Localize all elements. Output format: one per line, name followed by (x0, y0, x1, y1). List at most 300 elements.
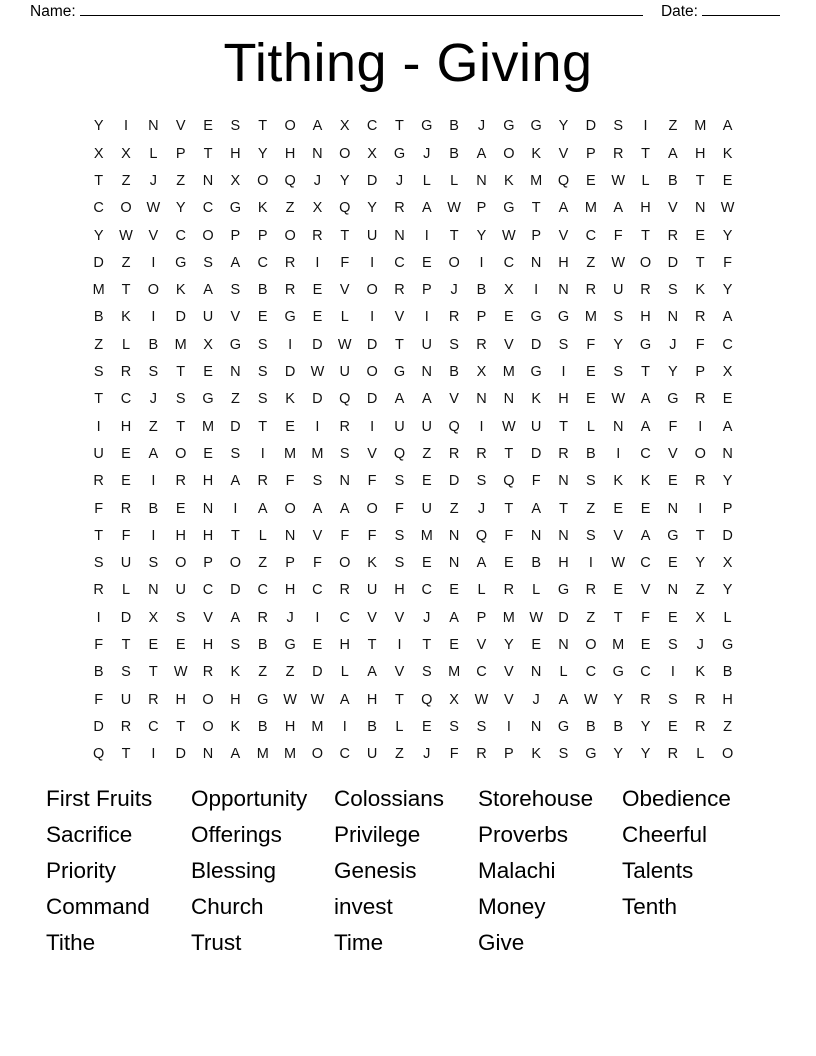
grid-cell[interactable]: L (450, 172, 459, 189)
grid-cell[interactable]: V (503, 336, 514, 353)
date-input-line[interactable] (702, 2, 780, 16)
grid-cell[interactable]: C (202, 582, 214, 599)
grid-cell[interactable]: C (93, 200, 104, 217)
grid-cell[interactable]: X (93, 145, 104, 162)
grid-cell[interactable]: S (668, 282, 678, 299)
grid-cell[interactable]: C (394, 254, 405, 271)
grid-cell[interactable]: E (668, 609, 678, 626)
grid-cell[interactable]: O (120, 200, 132, 217)
grid-cell[interactable]: E (503, 555, 514, 572)
word-search-grid[interactable] (85, 113, 733, 768)
grid-cell[interactable]: X (121, 145, 131, 162)
grid-cell[interactable]: N (667, 500, 679, 517)
grid-cell[interactable]: B (668, 172, 678, 189)
grid-cell[interactable]: Q (339, 200, 351, 217)
grid-cell[interactable]: E (668, 718, 678, 735)
grid-cell[interactable]: J (423, 145, 431, 162)
grid-cell[interactable]: R (175, 473, 186, 490)
grid-cell[interactable]: U (120, 691, 132, 708)
grid-cell[interactable]: T (176, 364, 186, 381)
grid-cell[interactable]: R (394, 282, 405, 299)
grid-cell[interactable]: C (503, 254, 515, 271)
grid-cell[interactable]: V (312, 527, 323, 544)
grid-cell[interactable]: P (531, 227, 541, 244)
grid-cell[interactable]: D (366, 172, 378, 189)
grid-cell[interactable]: S (613, 364, 624, 381)
grid-cell[interactable]: B (449, 145, 459, 162)
grid-cell[interactable]: S (230, 282, 241, 299)
grid-cell[interactable]: U (530, 418, 542, 435)
grid-cell[interactable]: R (585, 282, 597, 299)
grid-cell[interactable]: J (450, 282, 458, 299)
word-list-item[interactable]: invest (334, 894, 393, 919)
grid-cell[interactable]: T (121, 637, 131, 654)
grid-cell[interactable]: I (370, 418, 375, 435)
grid-cell[interactable]: T (367, 637, 377, 654)
grid-cell[interactable]: D (558, 609, 569, 626)
grid-cell[interactable]: T (94, 172, 104, 189)
grid-cell[interactable]: I (370, 254, 375, 271)
grid-cell[interactable]: I (588, 555, 593, 572)
grid-cell[interactable]: F (94, 500, 104, 517)
word-list-item[interactable]: Blessing (191, 858, 277, 883)
grid-cell[interactable]: E (121, 473, 131, 490)
grid-cell[interactable]: S (148, 555, 159, 572)
grid-cell[interactable]: H (284, 145, 296, 162)
grid-cell[interactable]: C (366, 118, 378, 135)
grid-cell[interactable]: E (175, 637, 186, 654)
grid-cell[interactable]: C (640, 664, 651, 681)
grid-cell[interactable]: W (611, 391, 626, 408)
grid-cell[interactable]: X (367, 145, 377, 162)
grid-cell[interactable]: Z (449, 500, 459, 517)
grid-cell[interactable]: F (367, 473, 377, 490)
grid-cell[interactable]: H (230, 145, 241, 162)
grid-cell[interactable]: K (640, 473, 651, 490)
grid-cell[interactable]: O (311, 746, 324, 763)
grid-cell[interactable]: O (448, 254, 460, 271)
grid-cell[interactable]: N (476, 172, 487, 189)
grid-cell[interactable]: R (312, 227, 323, 244)
grid-cell[interactable]: O (721, 746, 734, 763)
grid-cell[interactable]: V (613, 527, 624, 544)
grid-cell[interactable]: E (668, 555, 678, 572)
grid-cell[interactable]: E (175, 500, 186, 517)
word-list-item[interactable]: Priority (46, 858, 117, 883)
grid-cell[interactable]: W (146, 200, 161, 217)
grid-cell[interactable]: Y (613, 691, 624, 708)
grid-cell[interactable]: A (449, 609, 459, 626)
grid-cell[interactable]: H (339, 637, 350, 654)
grid-cell[interactable]: R (339, 582, 350, 599)
grid-cell[interactable]: A (722, 118, 733, 135)
grid-cell[interactable]: C (312, 582, 323, 599)
grid-cell[interactable]: J (423, 609, 431, 626)
grid-cell[interactable]: F (121, 527, 131, 544)
grid-cell[interactable]: Y (613, 336, 624, 353)
grid-cell[interactable]: Y (93, 227, 104, 244)
grid-cell[interactable]: Y (503, 637, 514, 654)
grid-cell[interactable]: X (449, 691, 459, 708)
grid-cell[interactable]: T (641, 364, 650, 381)
grid-cell[interactable]: G (503, 118, 515, 135)
grid-cell[interactable]: R (120, 718, 132, 735)
grid-cell[interactable]: Z (176, 172, 186, 189)
grid-cell[interactable]: I (124, 118, 129, 135)
grid-cell[interactable]: V (394, 609, 405, 626)
grid-cell[interactable]: D (722, 527, 733, 544)
grid-cell[interactable]: I (151, 254, 156, 271)
grid-cell[interactable]: N (558, 637, 569, 654)
grid-cell[interactable]: N (694, 200, 706, 217)
grid-cell[interactable]: C (339, 609, 350, 626)
grid-cell[interactable]: S (668, 691, 678, 708)
grid-cell[interactable]: D (230, 582, 241, 599)
grid-cell[interactable]: T (230, 527, 240, 544)
grid-cell[interactable]: O (366, 282, 378, 299)
grid-cell[interactable]: Q (475, 527, 488, 544)
grid-cell[interactable]: S (586, 473, 596, 490)
grid-cell[interactable]: O (366, 500, 378, 517)
grid-cell[interactable]: H (640, 309, 651, 326)
grid-cell[interactable]: U (612, 282, 624, 299)
grid-cell[interactable]: V (668, 445, 678, 462)
grid-cell[interactable]: N (558, 282, 569, 299)
grid-cell[interactable]: L (477, 582, 486, 599)
grid-cell[interactable]: I (288, 336, 293, 353)
grid-cell[interactable]: I (561, 364, 566, 381)
word-list-item[interactable]: Trust (191, 930, 242, 955)
grid-cell[interactable]: D (175, 746, 186, 763)
grid-cell[interactable]: D (175, 309, 186, 326)
grid-cell[interactable]: V (640, 582, 651, 599)
grid-cell[interactable]: O (147, 282, 159, 299)
grid-cell[interactable]: F (586, 336, 596, 353)
grid-cell[interactable]: A (476, 555, 487, 572)
grid-cell[interactable]: Z (285, 664, 295, 681)
grid-cell[interactable]: C (175, 227, 186, 244)
grid-cell[interactable]: W (720, 200, 735, 217)
grid-cell[interactable]: D (667, 254, 679, 271)
grid-cell[interactable]: V (394, 664, 405, 681)
word-list-item[interactable]: Colossians (334, 786, 445, 811)
grid-cell[interactable]: A (421, 391, 432, 408)
grid-cell[interactable]: O (257, 172, 269, 189)
grid-cell[interactable]: I (698, 500, 703, 517)
grid-cell[interactable]: J (313, 172, 322, 189)
grid-cell[interactable]: D (93, 718, 104, 735)
grid-cell[interactable]: Z (230, 391, 240, 408)
word-list-item[interactable]: Sacrifice (46, 822, 133, 847)
grid-cell[interactable]: I (151, 527, 156, 544)
grid-cell[interactable]: M (174, 336, 187, 353)
grid-cell[interactable]: Y (558, 118, 569, 135)
grid-cell[interactable]: V (503, 664, 514, 681)
grid-cell[interactable]: K (613, 473, 624, 490)
grid-cell[interactable]: M (448, 664, 461, 681)
grid-cell[interactable]: Z (422, 445, 432, 462)
grid-cell[interactable]: U (175, 582, 186, 599)
grid-cell[interactable]: G (229, 336, 242, 353)
grid-cell[interactable]: N (558, 527, 569, 544)
grid-cell[interactable]: N (339, 473, 350, 490)
grid-cell[interactable]: B (93, 309, 104, 326)
grid-cell[interactable]: P (203, 555, 213, 572)
grid-cell[interactable]: Z (121, 172, 131, 189)
grid-cell[interactable]: U (421, 336, 433, 353)
grid-cell[interactable]: O (284, 500, 296, 517)
grid-cell[interactable]: W (529, 609, 544, 626)
grid-cell[interactable]: R (585, 582, 597, 599)
grid-cell[interactable]: Z (395, 746, 404, 763)
grid-cell[interactable]: V (668, 200, 678, 217)
grid-cell[interactable]: P (230, 227, 241, 244)
grid-cell[interactable]: W (501, 227, 516, 244)
grid-cell[interactable]: M (502, 364, 515, 381)
grid-cell[interactable]: A (230, 746, 241, 763)
word-list-item[interactable]: Privilege (334, 822, 421, 847)
grid-cell[interactable]: U (394, 418, 405, 435)
grid-cell[interactable]: R (694, 309, 706, 326)
grid-cell[interactable]: S (230, 445, 241, 462)
grid-cell[interactable]: V (148, 227, 159, 244)
grid-cell[interactable]: I (151, 473, 156, 490)
grid-cell[interactable]: H (394, 582, 405, 599)
grid-cell[interactable]: I (397, 637, 402, 654)
grid-cell[interactable]: I (534, 282, 539, 299)
grid-cell[interactable]: O (339, 145, 351, 162)
grid-cell[interactable]: O (202, 227, 214, 244)
grid-cell[interactable]: S (121, 664, 131, 681)
grid-cell[interactable]: R (694, 391, 706, 408)
grid-cell[interactable]: X (203, 336, 213, 353)
grid-cell[interactable]: R (93, 582, 104, 599)
grid-cell[interactable]: E (503, 309, 514, 326)
grid-cell[interactable]: D (366, 336, 378, 353)
grid-cell[interactable]: O (503, 145, 515, 162)
grid-cell[interactable]: J (149, 391, 157, 408)
grid-cell[interactable]: F (668, 418, 678, 435)
grid-cell[interactable]: S (175, 391, 186, 408)
grid-cell[interactable]: U (421, 418, 433, 435)
grid-cell[interactable]: R (284, 254, 296, 271)
grid-cell[interactable]: M (311, 445, 324, 462)
grid-cell[interactable]: M (256, 746, 269, 763)
grid-cell[interactable]: R (448, 309, 460, 326)
grid-cell[interactable]: A (148, 445, 159, 462)
grid-cell[interactable]: P (257, 227, 268, 244)
grid-cell[interactable]: I (370, 309, 375, 326)
grid-cell[interactable]: E (421, 254, 432, 271)
grid-cell[interactable]: S (257, 391, 268, 408)
grid-cell[interactable]: R (476, 445, 487, 462)
grid-cell[interactable]: T (395, 336, 404, 353)
grid-cell[interactable]: T (695, 527, 705, 544)
grid-cell[interactable]: T (395, 118, 404, 135)
grid-cell[interactable]: D (530, 445, 542, 462)
grid-cell[interactable]: R (558, 445, 569, 462)
word-list-item[interactable]: Malachi (478, 858, 556, 883)
grid-cell[interactable]: P (695, 364, 706, 381)
grid-cell[interactable]: F (367, 527, 377, 544)
grid-cell[interactable]: T (504, 445, 514, 462)
grid-cell[interactable]: N (448, 555, 460, 572)
grid-cell[interactable]: C (202, 200, 214, 217)
grid-cell[interactable]: L (586, 418, 595, 435)
grid-cell[interactable]: H (230, 691, 241, 708)
grid-cell[interactable]: G (639, 336, 652, 353)
grid-cell[interactable]: Y (93, 118, 104, 135)
grid-cell[interactable]: Z (586, 500, 596, 517)
word-list-item[interactable]: Time (334, 930, 384, 955)
grid-cell[interactable]: N (667, 309, 679, 326)
grid-cell[interactable]: O (639, 254, 652, 271)
grid-cell[interactable]: V (558, 227, 569, 244)
word-list-item[interactable]: Church (191, 894, 264, 919)
grid-cell[interactable]: N (448, 527, 460, 544)
grid-cell[interactable]: R (694, 473, 706, 490)
grid-cell[interactable]: V (449, 391, 459, 408)
grid-cell[interactable]: G (229, 200, 242, 217)
grid-cell[interactable]: S (203, 254, 213, 271)
grid-cell[interactable]: A (339, 691, 350, 708)
grid-cell[interactable]: Q (557, 172, 570, 189)
grid-cell[interactable]: A (230, 609, 241, 626)
grid-cell[interactable]: U (366, 227, 378, 244)
grid-cell[interactable]: F (340, 527, 350, 544)
word-list-item[interactable]: Tithe (46, 930, 96, 955)
grid-cell[interactable]: R (667, 227, 679, 244)
grid-cell[interactable]: D (448, 473, 460, 490)
grid-cell[interactable]: Z (121, 254, 131, 271)
grid-cell[interactable]: A (558, 691, 569, 708)
grid-cell[interactable]: E (285, 418, 295, 435)
grid-cell[interactable]: D (120, 609, 132, 626)
grid-cell[interactable]: B (613, 718, 624, 735)
grid-cell[interactable]: Q (503, 473, 515, 490)
grid-cell[interactable]: M (694, 118, 707, 135)
grid-cell[interactable]: E (121, 445, 131, 462)
grid-cell[interactable]: U (202, 309, 214, 326)
grid-cell[interactable]: G (530, 309, 542, 326)
grid-cell[interactable]: G (667, 391, 679, 408)
grid-cell[interactable]: B (531, 555, 541, 572)
grid-cell[interactable]: N (202, 746, 214, 763)
grid-cell[interactable]: J (286, 609, 294, 626)
grid-cell[interactable]: M (584, 200, 597, 217)
grid-cell[interactable]: T (449, 227, 459, 244)
grid-cell[interactable]: I (479, 254, 484, 271)
grid-cell[interactable]: R (257, 609, 268, 626)
grid-cell[interactable]: G (612, 664, 624, 681)
grid-cell[interactable]: T (641, 145, 650, 162)
grid-cell[interactable]: Q (339, 391, 351, 408)
grid-cell[interactable]: Z (695, 582, 705, 599)
word-list-item[interactable]: Money (478, 894, 546, 919)
grid-cell[interactable]: K (722, 145, 733, 162)
grid-cell[interactable]: H (202, 527, 214, 544)
grid-cell[interactable]: E (421, 555, 432, 572)
grid-cell[interactable]: H (202, 637, 214, 654)
grid-cell[interactable]: O (339, 555, 351, 572)
grid-cell[interactable]: V (503, 691, 514, 708)
grid-cell[interactable]: Y (476, 227, 487, 244)
grid-cell[interactable]: X (148, 609, 159, 626)
grid-cell[interactable]: P (476, 200, 487, 217)
grid-cell[interactable]: U (421, 500, 433, 517)
grid-cell[interactable]: L (258, 527, 267, 544)
grid-cell[interactable]: A (640, 527, 651, 544)
grid-cell[interactable]: B (449, 118, 459, 135)
grid-cell[interactable]: H (284, 582, 296, 599)
grid-cell[interactable]: S (558, 746, 569, 763)
grid-cell[interactable]: F (395, 500, 404, 517)
grid-cell[interactable]: L (395, 718, 404, 735)
grid-cell[interactable]: A (476, 145, 487, 162)
grid-cell[interactable]: X (695, 609, 706, 626)
grid-cell[interactable]: E (722, 172, 733, 189)
grid-cell[interactable]: M (92, 282, 105, 299)
grid-cell[interactable]: V (367, 445, 377, 462)
grid-cell[interactable]: A (257, 500, 268, 517)
grid-cell[interactable]: L (121, 336, 131, 353)
grid-cell[interactable]: G (284, 637, 296, 654)
grid-cell[interactable]: T (531, 200, 541, 217)
grid-cell[interactable]: N (722, 445, 733, 462)
grid-cell[interactable]: A (421, 200, 432, 217)
grid-cell[interactable]: N (530, 254, 542, 271)
grid-cell[interactable]: G (585, 746, 597, 763)
grid-cell[interactable]: F (531, 473, 541, 490)
grid-cell[interactable]: B (476, 282, 487, 299)
grid-cell[interactable]: Z (586, 609, 596, 626)
grid-cell[interactable]: W (310, 364, 325, 381)
grid-cell[interactable]: S (394, 473, 405, 490)
grid-cell[interactable]: Q (448, 418, 460, 435)
grid-cell[interactable]: E (531, 637, 541, 654)
grid-cell[interactable]: T (176, 718, 186, 735)
grid-cell[interactable]: H (558, 391, 569, 408)
grid-cell[interactable]: P (476, 609, 487, 626)
grid-cell[interactable]: G (530, 364, 542, 381)
grid-cell[interactable]: O (202, 691, 214, 708)
grid-cell[interactable]: R (120, 364, 132, 381)
grid-cell[interactable]: S (613, 309, 624, 326)
grid-cell[interactable]: H (558, 254, 569, 271)
grid-cell[interactable]: I (315, 609, 320, 626)
grid-cell[interactable]: Q (284, 172, 296, 189)
grid-cell[interactable]: N (476, 391, 487, 408)
grid-cell[interactable]: X (722, 555, 733, 572)
grid-cell[interactable]: S (476, 718, 487, 735)
grid-cell[interactable]: N (202, 172, 214, 189)
grid-cell[interactable]: R (448, 445, 460, 462)
grid-cell[interactable]: A (203, 282, 213, 299)
grid-cell[interactable]: V (175, 118, 186, 135)
grid-cell[interactable]: S (668, 637, 678, 654)
grid-cell[interactable]: Y (722, 582, 733, 599)
grid-cell[interactable]: B (586, 718, 596, 735)
grid-cell[interactable]: O (229, 555, 242, 572)
grid-cell[interactable]: S (449, 336, 459, 353)
grid-cell[interactable]: G (557, 582, 570, 599)
grid-cell[interactable]: M (502, 609, 515, 626)
grid-cell[interactable]: B (148, 336, 159, 353)
grid-cell[interactable]: U (93, 445, 104, 462)
grid-cell[interactable]: Z (258, 555, 268, 572)
grid-cell[interactable]: E (640, 637, 651, 654)
grid-cell[interactable]: S (230, 637, 241, 654)
